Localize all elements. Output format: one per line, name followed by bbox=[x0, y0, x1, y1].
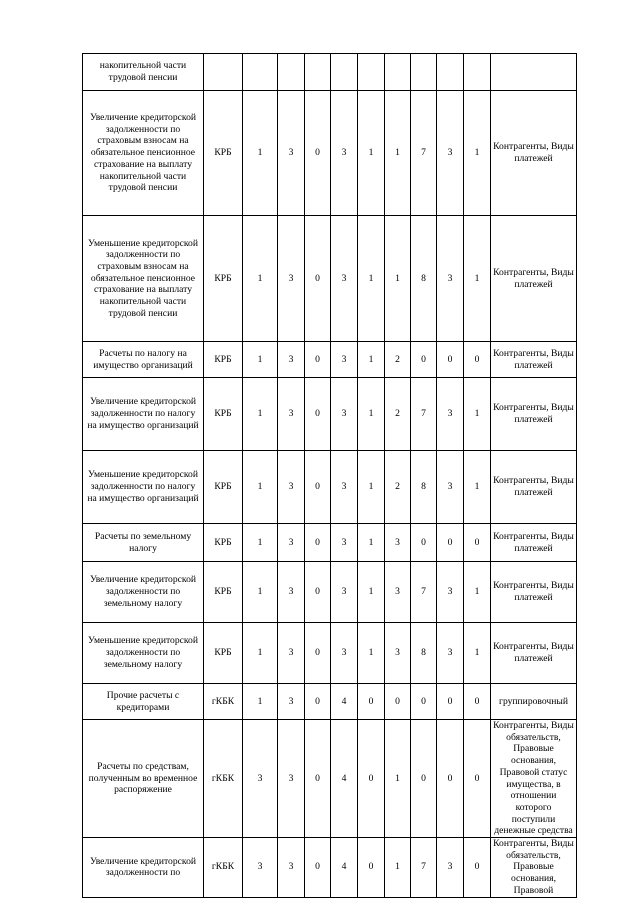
account-name-cell: Уменьшение кредиторской задолженности по налогу на имущество организаций bbox=[83, 451, 204, 524]
account-digit-cell: 1 bbox=[243, 684, 278, 720]
account-digit-cell: 0 bbox=[358, 838, 385, 898]
account-digit-cell: 1 bbox=[358, 562, 385, 623]
account-kind-cell: гКБК bbox=[204, 838, 243, 898]
account-digit-cell: 3 bbox=[278, 216, 305, 342]
analytics-cell: Контрагенты, Виды платежей bbox=[491, 216, 577, 342]
account-kind-cell: КРБ bbox=[204, 623, 243, 684]
account-digit-cell: 3 bbox=[437, 838, 464, 898]
account-digit-cell: 0 bbox=[464, 684, 491, 720]
table-row bbox=[83, 54, 577, 91]
account-digit-cell: 0 bbox=[437, 342, 464, 378]
account-digit-cell: 3 bbox=[278, 91, 305, 216]
account-digit-cell: 1 bbox=[464, 216, 491, 342]
analytics-cell: Контрагенты, Виды платежей bbox=[491, 623, 577, 684]
table-row bbox=[83, 684, 577, 720]
account-digit-cell: 3 bbox=[278, 524, 305, 562]
account-digit-cell: 3 bbox=[278, 720, 305, 838]
account-digit-cell: 3 bbox=[385, 623, 411, 684]
account-digit-cell: 0 bbox=[358, 684, 385, 720]
account-digit-cell: 3 bbox=[331, 216, 358, 342]
account-digit-cell: 0 bbox=[305, 378, 331, 451]
account-name-cell: Расчеты по налогу на имущество организаций bbox=[83, 342, 204, 378]
account-digit-cell: 3 bbox=[331, 342, 358, 378]
account-digit-cell: 0 bbox=[464, 524, 491, 562]
account-digit-cell: 3 bbox=[385, 524, 411, 562]
account-digit-cell: 0 bbox=[305, 838, 331, 898]
account-digit-cell: 3 bbox=[385, 562, 411, 623]
account-digit-cell: 0 bbox=[385, 684, 411, 720]
account-digit-cell: 0 bbox=[305, 524, 331, 562]
account-name-cell: Увеличение кредиторской задолженности по страховым взносам на обязательное пенсионное страхование на выплату накопительной части трудовой пенсии bbox=[83, 91, 204, 216]
analytics-cell: Контрагенты, Виды обязательств, Правовые основания, Правовой статус имущества, в отношении которого поступили денежные средства bbox=[491, 720, 577, 838]
account-digit-cell: 3 bbox=[437, 451, 464, 524]
account-kind-cell: гКБК bbox=[204, 684, 243, 720]
account-digit-cell: 2 bbox=[385, 342, 411, 378]
account-digit-cell: 1 bbox=[358, 623, 385, 684]
analytics-cell: Контрагенты, Виды платежей bbox=[491, 342, 577, 378]
account-name-cell: Уменьшение кредиторской задолженности по страховым взносам на обязательное пенсионное страхование на выплату накопительной части трудовой пенсии bbox=[83, 216, 204, 342]
analytics-cell bbox=[491, 54, 577, 91]
analytics-cell: Контрагенты, Виды платежей bbox=[491, 91, 577, 216]
account-digit-cell: 0 bbox=[411, 342, 437, 378]
account-digit-cell: 7 bbox=[411, 838, 437, 898]
account-digit-cell: 0 bbox=[464, 342, 491, 378]
account-digit-cell: 3 bbox=[437, 623, 464, 684]
account-digit-cell: 0 bbox=[305, 342, 331, 378]
account-digit-cell: 3 bbox=[331, 623, 358, 684]
account-kind-cell bbox=[204, 54, 243, 91]
account-digit-cell bbox=[464, 54, 491, 91]
account-digit-cell: 8 bbox=[411, 623, 437, 684]
analytics-cell: группировочный bbox=[491, 684, 577, 720]
account-digit-cell: 3 bbox=[278, 838, 305, 898]
table-row bbox=[83, 720, 577, 838]
account-digit-cell: 0 bbox=[305, 91, 331, 216]
account-digit-cell: 1 bbox=[358, 524, 385, 562]
account-digit-cell: 3 bbox=[331, 451, 358, 524]
account-digit-cell bbox=[385, 54, 411, 91]
account-digit-cell: 1 bbox=[243, 524, 278, 562]
account-kind-cell: КРБ bbox=[204, 378, 243, 451]
account-name-cell: Прочие расчеты с кредиторами bbox=[83, 684, 204, 720]
account-digit-cell: 0 bbox=[305, 684, 331, 720]
account-digit-cell: 3 bbox=[278, 378, 305, 451]
account-kind-cell: КРБ bbox=[204, 91, 243, 216]
chart-of-accounts-table bbox=[82, 53, 577, 898]
account-name-cell: Расчеты по земельному налогу bbox=[83, 524, 204, 562]
account-kind-cell: КРБ bbox=[204, 342, 243, 378]
account-digit-cell: 0 bbox=[305, 562, 331, 623]
account-name-cell: Уменьшение кредиторской задолженности по земельному налогу bbox=[83, 623, 204, 684]
table-row bbox=[83, 342, 577, 378]
account-digit-cell: 3 bbox=[278, 342, 305, 378]
account-digit-cell: 0 bbox=[437, 684, 464, 720]
account-digit-cell: 1 bbox=[464, 451, 491, 524]
account-digit-cell: 1 bbox=[358, 451, 385, 524]
account-digit-cell bbox=[437, 54, 464, 91]
account-digit-cell: 3 bbox=[331, 378, 358, 451]
account-digit-cell: 3 bbox=[331, 91, 358, 216]
account-digit-cell: 8 bbox=[411, 451, 437, 524]
account-digit-cell bbox=[305, 54, 331, 91]
account-digit-cell: 0 bbox=[464, 720, 491, 838]
account-digit-cell: 3 bbox=[437, 91, 464, 216]
table-row bbox=[83, 216, 577, 342]
table-row bbox=[83, 451, 577, 524]
account-digit-cell: 7 bbox=[411, 378, 437, 451]
account-digit-cell: 0 bbox=[437, 524, 464, 562]
account-digit-cell: 3 bbox=[331, 562, 358, 623]
account-digit-cell: 3 bbox=[331, 524, 358, 562]
table-row bbox=[83, 91, 577, 216]
account-name-cell: Увеличение кредиторской задолженности по bbox=[83, 838, 204, 898]
account-kind-cell: КРБ bbox=[204, 216, 243, 342]
account-digit-cell bbox=[358, 54, 385, 91]
account-digit-cell: 7 bbox=[411, 91, 437, 216]
analytics-cell: Контрагенты, Виды платежей bbox=[491, 524, 577, 562]
account-digit-cell: 1 bbox=[464, 562, 491, 623]
account-digit-cell: 4 bbox=[331, 838, 358, 898]
account-digit-cell: 3 bbox=[278, 684, 305, 720]
account-digit-cell bbox=[331, 54, 358, 91]
account-digit-cell: 2 bbox=[385, 378, 411, 451]
account-kind-cell: КРБ bbox=[204, 524, 243, 562]
table-row bbox=[83, 623, 577, 684]
account-digit-cell bbox=[278, 54, 305, 91]
analytics-cell: Контрагенты, Виды платежей bbox=[491, 451, 577, 524]
account-digit-cell: 1 bbox=[464, 623, 491, 684]
table-row bbox=[83, 838, 577, 898]
analytics-cell: Контрагенты, Виды платежей bbox=[491, 378, 577, 451]
account-digit-cell: 1 bbox=[243, 451, 278, 524]
account-digit-cell: 0 bbox=[358, 720, 385, 838]
account-digit-cell: 1 bbox=[464, 91, 491, 216]
account-digit-cell: 3 bbox=[278, 623, 305, 684]
account-digit-cell: 1 bbox=[243, 342, 278, 378]
account-digit-cell: 0 bbox=[305, 216, 331, 342]
account-digit-cell: 3 bbox=[278, 451, 305, 524]
account-digit-cell: 1 bbox=[243, 562, 278, 623]
analytics-cell: Контрагенты, Виды платежей bbox=[491, 562, 577, 623]
account-digit-cell bbox=[411, 54, 437, 91]
account-digit-cell: 4 bbox=[331, 684, 358, 720]
account-digit-cell: 1 bbox=[464, 378, 491, 451]
account-kind-cell: КРБ bbox=[204, 562, 243, 623]
account-digit-cell: 1 bbox=[243, 91, 278, 216]
account-name-cell: Расчеты по средствам, полученным во временное распоряжение bbox=[83, 720, 204, 838]
account-digit-cell: 3 bbox=[243, 838, 278, 898]
account-digit-cell: 0 bbox=[305, 623, 331, 684]
account-digit-cell: 3 bbox=[437, 378, 464, 451]
account-digit-cell: 1 bbox=[358, 378, 385, 451]
account-digit-cell bbox=[243, 54, 278, 91]
table-row bbox=[83, 562, 577, 623]
account-digit-cell: 1 bbox=[385, 91, 411, 216]
account-name-cell: накопительной части трудовой пенсии bbox=[83, 54, 204, 91]
table-body bbox=[83, 54, 577, 898]
account-digit-cell: 4 bbox=[331, 720, 358, 838]
account-digit-cell: 1 bbox=[385, 216, 411, 342]
account-digit-cell: 0 bbox=[411, 524, 437, 562]
account-digit-cell: 3 bbox=[243, 720, 278, 838]
account-name-cell: Увеличение кредиторской задолженности по земельному налогу bbox=[83, 562, 204, 623]
account-digit-cell: 3 bbox=[437, 216, 464, 342]
account-digit-cell: 2 bbox=[385, 451, 411, 524]
table-row bbox=[83, 378, 577, 451]
account-digit-cell: 0 bbox=[411, 720, 437, 838]
account-digit-cell: 3 bbox=[437, 562, 464, 623]
account-digit-cell: 1 bbox=[385, 838, 411, 898]
account-digit-cell: 1 bbox=[358, 342, 385, 378]
account-digit-cell: 0 bbox=[411, 684, 437, 720]
account-digit-cell: 1 bbox=[243, 216, 278, 342]
table-row bbox=[83, 524, 577, 562]
account-kind-cell: гКБК bbox=[204, 720, 243, 838]
account-digit-cell: 0 bbox=[305, 720, 331, 838]
account-kind-cell: КРБ bbox=[204, 451, 243, 524]
account-digit-cell: 1 bbox=[243, 623, 278, 684]
account-digit-cell: 8 bbox=[411, 216, 437, 342]
account-digit-cell: 0 bbox=[464, 838, 491, 898]
account-digit-cell: 1 bbox=[243, 378, 278, 451]
account-digit-cell: 1 bbox=[385, 720, 411, 838]
account-digit-cell: 1 bbox=[358, 216, 385, 342]
account-digit-cell: 0 bbox=[437, 720, 464, 838]
account-digit-cell: 0 bbox=[305, 451, 331, 524]
account-digit-cell: 7 bbox=[411, 562, 437, 623]
account-digit-cell: 3 bbox=[278, 562, 305, 623]
analytics-cell: Контрагенты, Виды обязательств, Правовые основания, Правовой bbox=[491, 838, 577, 898]
account-name-cell: Увеличение кредиторской задолженности по налогу на имущество организаций bbox=[83, 378, 204, 451]
account-digit-cell: 1 bbox=[358, 91, 385, 216]
